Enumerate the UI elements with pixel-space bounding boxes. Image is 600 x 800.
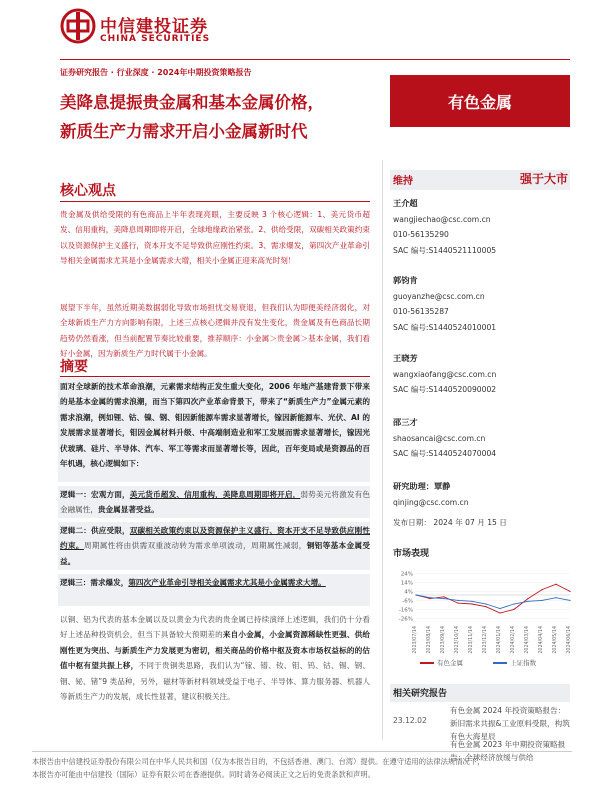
summary-rule — [60, 376, 370, 377]
analyst-1-email: wangjiechao@csc.com.cn — [393, 214, 491, 224]
chart-point-nonferrous — [527, 598, 528, 599]
chart-point-nonferrous — [499, 612, 500, 613]
related-reports-title: 相关研究报告 — [393, 689, 448, 699]
analyst-3 — [393, 351, 496, 398]
summary-closing-b: 来自小金属，小金属资源稀缺性更强、供给刚性更为突出、与新质生产力发展更为密切，相关商品的价格中枢及资本市场权益标的的估值中枢有望共振上移， — [60, 630, 371, 671]
logic-2-bold: 铜铝等基本金属受益。 — [60, 541, 371, 566]
chart-point-nonferrous — [485, 606, 486, 607]
disclaimer-line-2: 本报告亦可能由中信建投（国际）证券有限公司在香港提供。同时请务必阅读正文之后的免责条款和声明。 — [32, 770, 375, 779]
report-title-line1: 美降息提振贵金属和基本金属价格， — [60, 93, 324, 112]
chart-x-tick: 2024/06/14 — [567, 626, 572, 654]
market-chart — [390, 560, 575, 670]
analyst-1-phone: 010-56135290 — [393, 230, 449, 240]
logic-1-head: 逻辑一：宏观方面， — [60, 490, 130, 499]
chart-point-shanghai — [471, 601, 472, 602]
logic-2 — [60, 523, 370, 569]
chart-x-tick: 2024/05/14 — [553, 626, 558, 654]
chart-y-tick: 4% — [404, 589, 413, 596]
analyst-3-email: wangxiaofang@csc.com.cn — [393, 369, 497, 379]
report-type: 证券研究报告 · 行业深度 · 2024年中期投资策略报告 — [60, 68, 252, 77]
legend-label-shanghai: 上证指数 — [510, 659, 537, 667]
disclaimer — [32, 755, 572, 781]
analyst-1 — [393, 196, 496, 258]
disclaimer-line-1: 本报告由中信建投证券股份有限公司在中华人民共和国（仅为本报告目的，不包括香港、澳门、台湾）提供。在遵守适用的法律法规情况下， — [32, 757, 485, 766]
logic-1-bold: 贵金属显著受益。 — [97, 505, 159, 515]
analyst-2-sac: SAC 编号:S1440524010001 — [393, 322, 497, 332]
analyst-2-email: guoyanzhe@csc.com.cn — [393, 291, 485, 301]
logic-1-tail: 弱势美元将激发有色金融属性， — [60, 490, 371, 515]
analyst-3-name: 王晓芳 — [393, 353, 418, 363]
analyst-4-name: 邵三才 — [393, 417, 418, 427]
publish-date: 发布日期： 2024 年 07 月 15 日 — [393, 518, 507, 527]
rating-label: 维持 — [393, 176, 413, 187]
research-assistant — [393, 479, 469, 510]
summary-closing — [60, 612, 370, 704]
chart-point-nonferrous — [457, 603, 458, 604]
logic-3-head: 逻辑三：需求爆发， — [60, 578, 129, 587]
chart-x-tick: 2023/07/14 — [413, 626, 418, 654]
logic-2-highlight: 双碳相关政策约束以及资源保护主义盛行、资本开支不足导致供应刚性约束。 — [60, 526, 371, 551]
chart-point-nonferrous — [513, 609, 514, 610]
analyst-4-sac: SAC 编号:S1440524070004 — [393, 449, 497, 459]
chart-point-nonferrous — [569, 591, 570, 592]
market-performance-title: 市场表现 — [393, 549, 430, 559]
summary-closing-a: 以铜、铝为代表的基本金属以及以黄金为代表的贵金属已持续演绎上述逻辑，我们仍十分看好上述品种投资机会，但当下具备较大预期差的 — [60, 615, 370, 640]
company-name-en: CHINA SECURITIES — [100, 34, 211, 44]
related-report-2-text[interactable]: 有色金属 2023 年中期投资策略报告：全球经济放缓与供给 — [450, 740, 566, 762]
logic-2-tail: 周期属性将由供需双重波动转为需求单项波动，周期属性减弱， — [83, 541, 307, 551]
legend-swatch-nonferrous — [420, 662, 434, 664]
chart-point-shanghai — [415, 594, 416, 595]
sector-badge: 有色金属 — [390, 75, 570, 127]
related-report-1-date: 23.12.02 — [393, 716, 427, 725]
summary-intro: 面对全球新的技术革命浪潮，元素需求结构正发生重大变化，2006 年地产基建背景下带来的是基本金属的需求浪潮，而当下第四次产业革命背景下，带来了“新质生产力”金属元素的需求浪潮，例如锂、钴、镍、钢、钼因新能源车需求显著增长，镓因新能源车、光伏、AI 的发展需求显著增长，钼因金属材料升级、中高端制造业和军工发展而需求显著增长，镓因光伏玻璃、硅片、半导体、汽车、军工等需求而显著增长等，因此，百年变局或是资源品的百年机遇，核心逻辑如下： — [60, 382, 370, 469]
research-assistant-label: 研究助理： — [393, 481, 434, 491]
logic-1 — [60, 487, 370, 518]
chart-x-tick: 2024/04/14 — [539, 626, 544, 654]
header-divider — [60, 59, 570, 60]
analyst-2-name: 郭钧肯 — [393, 275, 418, 285]
chart-point-nonferrous — [471, 603, 472, 604]
column-divider — [382, 160, 383, 740]
related-report-1-text[interactable]: 有色金属 2024 年投资策略报告：新旧需求共振&工业原料受限，构筑有色大海星辰 — [450, 706, 570, 741]
rating-value: 强于大市 — [519, 172, 568, 186]
logic-3-highlight: 第四次产业革命引导相关金属需求尤其是小金属需求大增。 — [128, 578, 326, 587]
core-views-paragraph-2: 展望下半年，虽然近期美数据弱化导致市场担忧交易衰退，但我们认为即便美经济弱化，对全球新质生产力方向影响有限，上述三点核心逻辑并没有发生变化，贵金属及有色商品长期趋势仍然看涨，但当前配置节奏比较重要，推荐顺序：小金属＞贵金属＞基本金属，我们看好小金属，因为新质生产力时代属于小金属。 — [60, 303, 370, 359]
chart-y-tick: -16% — [398, 607, 413, 614]
analyst-3-sac: SAC 编号:S1440520090002 — [393, 385, 497, 395]
report-title — [60, 88, 380, 146]
chart-point-nonferrous — [443, 596, 444, 597]
core-views-title: 核心观点 — [60, 183, 116, 199]
chart-x-tick: 2024/02/14 — [511, 626, 516, 654]
core-views-rule — [60, 201, 370, 202]
company-logo — [60, 8, 220, 50]
chart-y-tick: 14% — [400, 580, 413, 587]
chart-point-shanghai — [443, 598, 444, 599]
chart-point-shanghai — [555, 597, 556, 598]
legend-swatch-shanghai — [493, 662, 507, 664]
disclaimer-divider — [32, 751, 572, 752]
chart-point-shanghai — [527, 601, 528, 602]
chart-x-tick: 2023/12/14 — [483, 626, 488, 654]
chart-x-tick: 2023/09/14 — [441, 626, 446, 654]
analyst-4 — [393, 415, 496, 462]
chart-point-shanghai — [569, 600, 570, 601]
logic-1-highlight: 美元货币超发、信用重构，美降息周期即将开启， — [129, 490, 301, 499]
core-views-paragraph-1: 贵金属及供给受限的有色商品上半年表现亮眼，主要反映 3 个核心逻辑：1、美元货币超发、信用重构，美降息周期即将开启，全球地缘政治紧张。2、供给受限，双碳相关政策约束以及资源保护主义盛行，资本开支不足导致供应刚性约束。3、需求爆发，第四次产业革命引导相关金属需求尤其是小金属需求大增，相关小金属正迎来高光时刻！ — [60, 210, 370, 266]
chart-legend — [420, 658, 536, 667]
chart-point-shanghai — [499, 608, 500, 609]
chart-point-shanghai — [429, 597, 430, 598]
research-assistant-name: 覃静 — [433, 481, 451, 491]
summary-title: 摘要 — [60, 359, 88, 375]
research-assistant-email: qinjing@csc.com.cn — [393, 497, 469, 507]
company-name-cn: 中信建投证券 — [100, 17, 208, 37]
chart-point-shanghai — [513, 603, 514, 604]
chart-point-shanghai — [485, 603, 486, 604]
chart-y-tick: 24% — [400, 571, 413, 578]
chart-y-tick: -6% — [402, 598, 413, 605]
chart-point-nonferrous — [555, 584, 556, 585]
analyst-1-name: 王介超 — [393, 198, 418, 208]
analyst-1-sac: SAC 编号:S1440521110005 — [393, 245, 497, 255]
chart-y-tick: -26% — [398, 616, 413, 623]
chart-x-tick: 2023/11/14 — [469, 626, 474, 654]
chart-x-tick: 2023/10/14 — [455, 626, 460, 654]
chart-point-shanghai — [541, 600, 542, 601]
analyst-4-email: shaosancai@csc.com.cn — [393, 433, 486, 443]
chart-point-nonferrous — [541, 589, 542, 590]
report-title-line2: 新质生产力需求开启小金属新时代 — [60, 122, 308, 141]
chart-x-tick: 2024/01/14 — [497, 626, 502, 654]
analyst-2-phone: 010-56135287 — [393, 307, 449, 317]
research-assistant-line — [393, 479, 469, 495]
summary-closing-c: 不同于贵铜类思路，我们认为“镓、镨、钕、钼、钨、钴、锡、钢、铟、铋、锗”9 类品种，另外，磁材等新材料领域受益于电子、半导体、算力服务器、机器人等新质生产力的发展，成长性显著，建议积极关注。 — [60, 661, 370, 702]
logic-3 — [60, 575, 370, 590]
logic-2-head: 逻辑二：供应受限， — [60, 526, 130, 535]
chart-x-tick: 2023/08/14 — [427, 626, 432, 654]
chart-point-shanghai — [457, 600, 458, 601]
analyst-2 — [393, 273, 496, 335]
legend-label-nonferrous: 有色金属 — [437, 659, 463, 667]
chart-x-tick: 2024/03/14 — [525, 626, 530, 654]
company-logo-icon — [60, 8, 96, 44]
